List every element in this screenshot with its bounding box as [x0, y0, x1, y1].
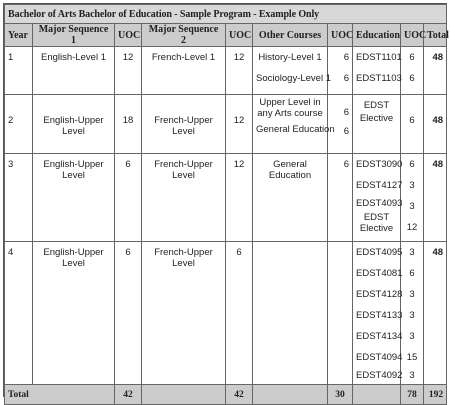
other-cell [253, 95, 335, 154]
uoc2-cell: 12 [226, 47, 253, 95]
total-cell: 48 [424, 47, 447, 95]
header-uoc2: UOC [226, 24, 253, 47]
uoc4-cell [401, 47, 424, 95]
education-course: EDST4128 [356, 289, 403, 300]
total-uoc4: 78 [401, 385, 424, 405]
header-year: Year [5, 24, 33, 47]
total-empty [353, 385, 401, 405]
total-cell: 48 [424, 154, 447, 242]
header-row [5, 24, 447, 47]
education-uoc: 3 [409, 331, 415, 342]
education-cell [353, 95, 401, 154]
uoc3-cell [328, 242, 353, 385]
header-other: Other Courses [253, 24, 328, 47]
total-cell: 48 [424, 242, 447, 385]
education-uoc: 3 [409, 370, 415, 381]
other-course: Upper Level in any Arts course [257, 97, 323, 119]
major1-cell: English-Level 1 [33, 47, 115, 95]
education-course: EDST1103 [356, 73, 402, 84]
other-cell: General Education [253, 154, 328, 242]
education-course: EDST4095 [356, 247, 403, 258]
uoc1-cell: 6 [115, 154, 142, 242]
education-uoc: 3 [409, 310, 415, 321]
uoc1-cell: 12 [115, 47, 142, 95]
other-course: Sociology-Level 1 [256, 73, 331, 84]
education-course: EDST Elective [359, 212, 394, 234]
uoc4-cell: 6 [401, 95, 424, 154]
uoc1-cell: 6 [115, 242, 142, 385]
total-uoc2: 42 [226, 385, 253, 405]
major1-cell: English-Upper Level [33, 154, 115, 242]
education-cell [353, 47, 401, 95]
uoc2-cell: 12 [226, 95, 253, 154]
title-row [5, 5, 447, 24]
education-course: EDST4133 [356, 310, 403, 321]
education-course: EDST1101 [356, 52, 402, 63]
total-empty [142, 385, 226, 405]
year-cell: 3 [5, 154, 33, 242]
education-course: EDST4134 [356, 331, 403, 342]
uoc3-cell: 6 [328, 154, 353, 242]
program-table-frame [3, 3, 449, 400]
education-cell [353, 242, 401, 385]
total-label: Total [5, 385, 115, 405]
table-row [5, 47, 447, 95]
other-uoc: 6 [343, 52, 349, 63]
uoc4-cell [401, 242, 424, 385]
header-uoc1: UOC [115, 24, 142, 47]
uoc2-cell: 12 [226, 154, 253, 242]
header-major1: Major Sequence 1 [33, 24, 115, 47]
education-course: EDST4093 [356, 198, 403, 209]
education-uoc: 3 [409, 247, 415, 258]
uoc4-cell [401, 154, 424, 242]
total-uoc3: 30 [328, 385, 353, 405]
table-title: Bachelor of Arts Bachelor of Education - Sample Program - Example Only [5, 5, 447, 24]
education-uoc: 6 [409, 159, 415, 170]
other-course: General Education [256, 124, 335, 135]
education-cell [353, 154, 401, 242]
major2-cell: French-Upper Level [142, 242, 226, 385]
other-course: History-Level 1 [258, 52, 322, 63]
header-uoc3: UOC [328, 24, 353, 47]
header-major2: Major Sequence 2 [142, 24, 226, 47]
education-uoc: 3 [409, 201, 415, 212]
major2-cell: French-Upper Level [142, 95, 226, 154]
year-cell: 4 [5, 242, 33, 385]
education-course: EDST4094 [356, 352, 403, 363]
total-cell: 48 [424, 95, 447, 154]
program-table [4, 4, 447, 405]
year-cell: 2 [5, 95, 33, 154]
total-row [5, 385, 447, 405]
uoc3-cell [328, 47, 353, 95]
uoc2-cell: 6 [226, 242, 253, 385]
major1-cell: English-Upper Level [33, 242, 115, 385]
header-uoc4: UOC [401, 24, 424, 47]
major1-cell: English-Upper Level [33, 95, 115, 154]
education-course: EDST Elective [359, 100, 394, 124]
other-cell [253, 242, 328, 385]
education-uoc: 3 [409, 180, 415, 191]
other-cell [253, 47, 331, 95]
education-course: EDST4081 [356, 268, 403, 279]
education-uoc: 6 [409, 52, 415, 63]
total-empty [253, 385, 328, 405]
other-uoc: 6 [343, 73, 349, 84]
education-course: EDST3090 [356, 159, 403, 170]
education-course: EDST4092 [356, 370, 403, 381]
education-uoc: 3 [409, 289, 415, 300]
total-grand: 192 [424, 385, 447, 405]
other-uoc: 6 [343, 126, 349, 137]
education-uoc: 6 [409, 73, 415, 84]
education-course: EDST4127 [356, 180, 403, 191]
table-row [5, 154, 447, 242]
major2-cell: French-Level 1 [142, 47, 226, 95]
uoc1-cell: 18 [115, 95, 142, 154]
other-uoc: 6 [343, 107, 349, 118]
year-cell: 1 [5, 47, 33, 95]
header-education: Education [353, 24, 401, 47]
education-uoc: 12 [406, 222, 418, 233]
education-uoc: 6 [409, 268, 415, 279]
table-row [5, 242, 447, 385]
major2-cell: French-Upper Level [142, 154, 226, 242]
total-uoc1: 42 [115, 385, 142, 405]
table-row [5, 95, 447, 154]
education-uoc: 15 [406, 352, 418, 363]
header-total: Total [424, 24, 447, 47]
